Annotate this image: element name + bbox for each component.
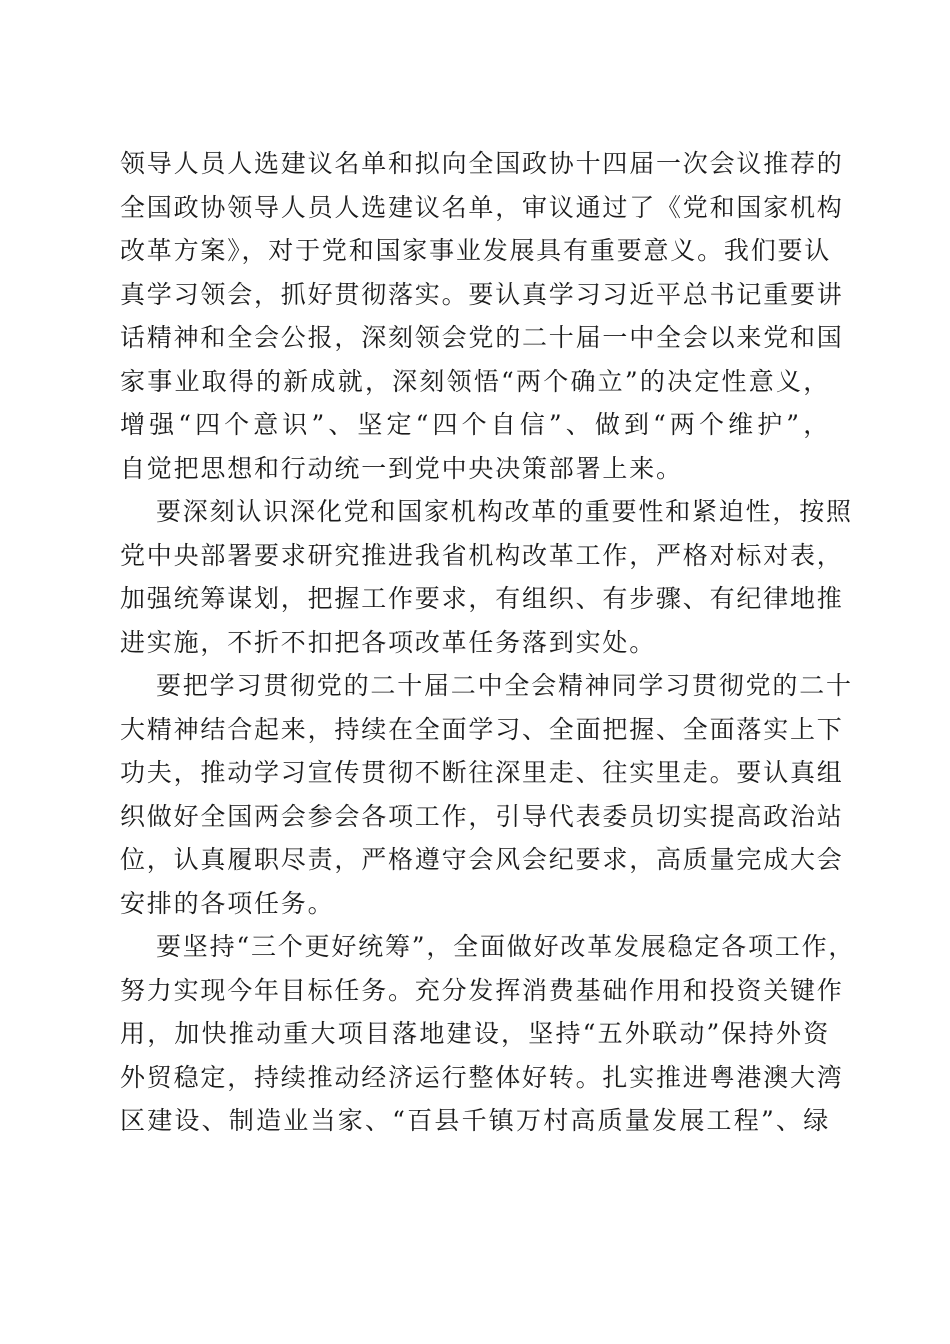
- text-line: 安排的各项任务。: [120, 888, 335, 918]
- text-line: 功夫，推动学习宣传贯彻不断往深里走、往实里走。要认真组: [120, 758, 844, 787]
- text-line: 大精神结合起来，持续在全面学习、全面把握、全面落实上下: [120, 714, 844, 744]
- text-line: 真学习领会，抓好贯彻落实。要认真学习习近平总书记重要讲: [120, 279, 844, 309]
- text-line: 进实施，不折不扣把各项改革任务落到实处。: [120, 627, 657, 657]
- text-line: 增强“四个意识”、坚定“四个自信”、做到“两个维护”，: [120, 410, 830, 439]
- text-line: 用，加快推动重大项目落地建设，坚持“五外联动”保持外资: [120, 1019, 830, 1048]
- text-line: 改革方案》，对于党和国家事业发展具有重要意义。我们要认: [120, 236, 832, 265]
- text-line: 家事业取得的新成就，深刻领悟“两个确立”的决定性意义，: [120, 366, 830, 396]
- text-line: 党中央部署要求研究推进我省机构改革工作，严格对标对表，: [120, 540, 844, 570]
- text-line: 位，认真履职尽责，严格遵守会风会纪要求，高质量完成大会: [120, 845, 844, 874]
- text-line: 织做好全国两会参会各项工作，引导代表委员切实提高政治站: [120, 801, 844, 831]
- text-line: 区建设、制造业当家、“百县千镇万村高质量发展工程”、绿: [120, 1106, 830, 1135]
- paragraph-first-line: 要坚持“三个更好统筹”，全面做好改革发展稳定各项工作，: [156, 932, 856, 961]
- body-text: [120, 142, 856, 1143]
- text-line: 全国政协领导人员人选建议名单，审议通过了《党和国家机构: [120, 192, 844, 222]
- text-line: 外贸稳定，持续推动经济运行整体好转。扎实推进粤港澳大湾: [120, 1062, 844, 1092]
- text-line: 话精神和全会公报，深刻领会党的二十届一中全会以来党和国: [120, 323, 844, 352]
- text-line: 领导人员人选建议名单和拟向全国政协十四届一次会议推荐的: [120, 149, 844, 178]
- paragraph-first-line: 要深刻认识深化党和国家机构改革的重要性和紧迫性，按照: [156, 497, 853, 526]
- text-line: 加强统筹谋划，把握工作要求，有组织、有步骤、有纪律地推: [120, 584, 844, 613]
- paragraph-first-line: 要把学习贯彻党的二十届二中全会精神同学习贯彻党的二十: [156, 671, 853, 700]
- text-line: 自觉把思想和行动统一到党中央决策部署上来。: [120, 453, 683, 483]
- text-line: 努力实现今年目标任务。充分发挥消费基础作用和投资关键作: [120, 975, 844, 1005]
